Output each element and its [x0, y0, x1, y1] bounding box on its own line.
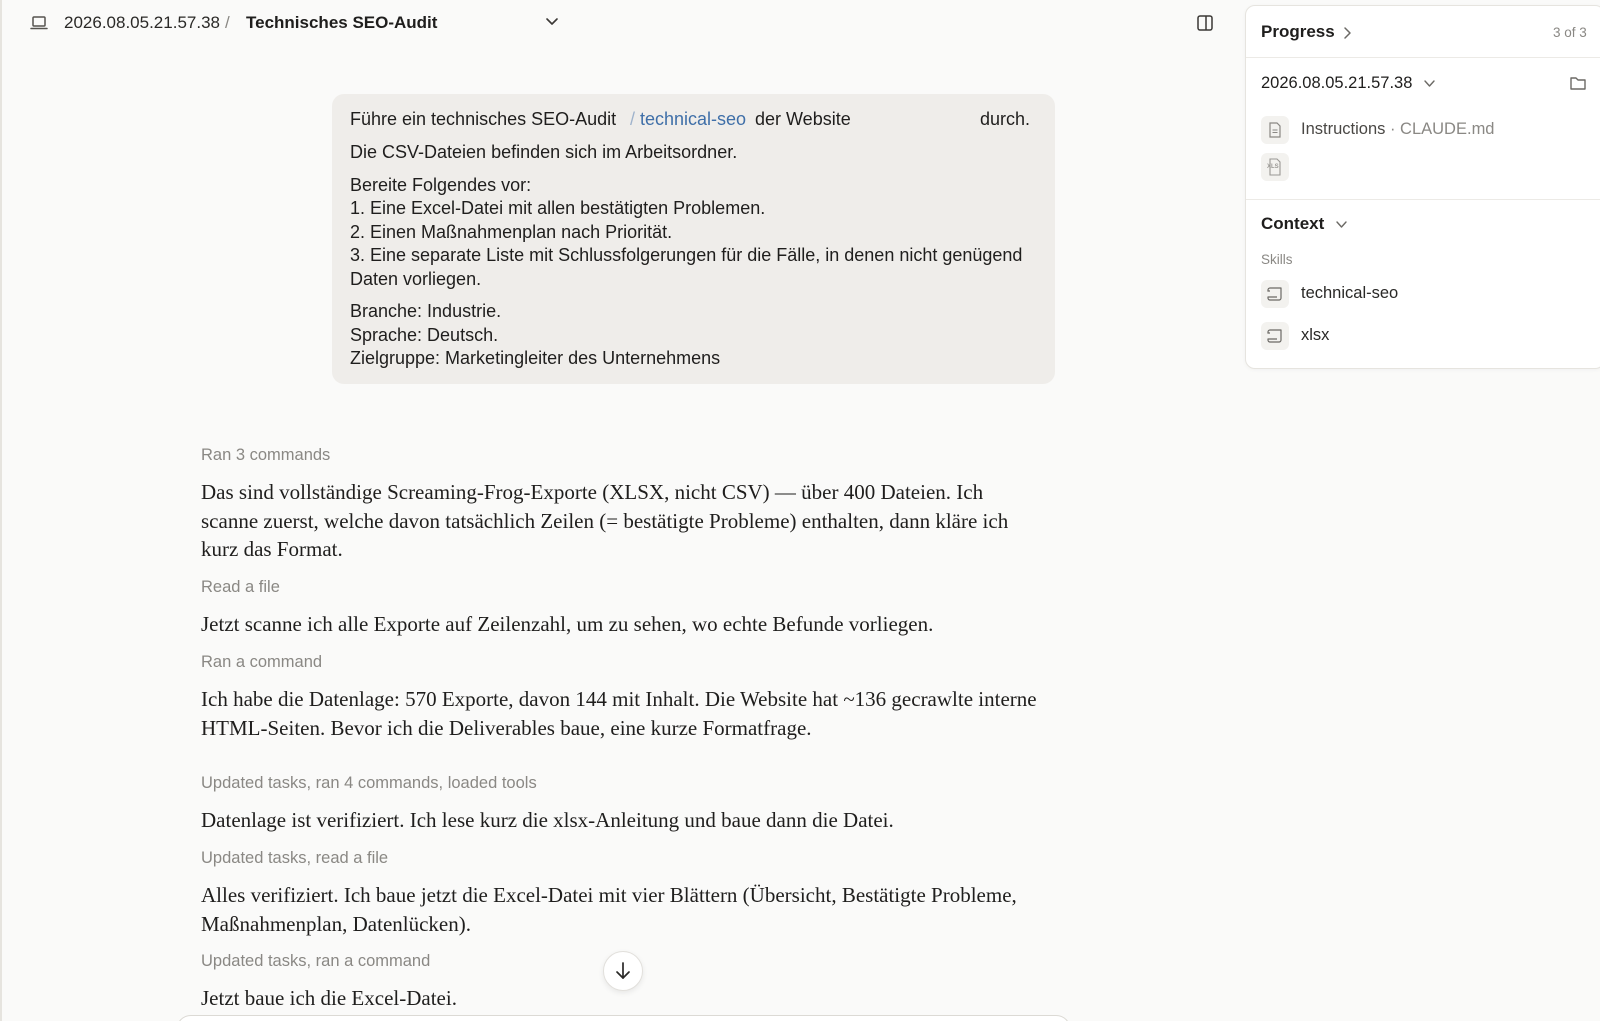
list-item: 1. Eine Excel-Datei mit allen bestätigten Problemen.: [350, 198, 766, 218]
scroll-icon: [1266, 286, 1284, 302]
message-composer[interactable]: [176, 1015, 1071, 1021]
breadcrumb-session-id[interactable]: 2026.08.05.21.57.38: [64, 13, 220, 32]
tool-summary-toggle[interactable]: Ran 3 commands: [201, 446, 331, 464]
skill-icon: [1261, 322, 1289, 350]
user-text-line: Branche: Industrie.: [350, 301, 502, 321]
skill-slash: /: [630, 109, 636, 129]
instructions-file-icon: [1261, 116, 1289, 144]
tool-summary-toggle[interactable]: Updated tasks, read a file: [201, 849, 389, 867]
assistant-paragraph: Das sind vollständige Screaming-Frog-Exporte (XLSX, nicht CSV) — über 400 Dateien. Ich scanne zuerst, welche davon tatsächlich Zeilen (= bestätigte Probleme) enthalten, dann kläre ich kurz das Format.: [201, 480, 1009, 561]
user-text-line: Die CSV-Dateien befinden sich im Arbeitsordner.: [350, 142, 738, 162]
progress-panel: [1245, 5, 1600, 369]
user-message-line1: [350, 108, 1037, 132]
instructions-separator: ·: [1385, 120, 1401, 138]
document-icon: [1268, 122, 1282, 138]
progress-title[interactable]: Progress: [1261, 22, 1335, 41]
assistant-paragraph: Ich habe die Datenlage: 570 Exporte, davon 144 mit Inhalt. Die Website hat ~136 gecrawlte interne HTML-Seiten. Bevor ich die Deliverables baue, eine kurze Formatfrage.: [201, 687, 1037, 740]
xls-badge: XLS: [1267, 164, 1279, 170]
user-message: [332, 94, 1055, 384]
breadcrumb-separator: /: [225, 13, 230, 32]
user-text-part: der Website: [755, 109, 851, 129]
tool-summary-toggle[interactable]: Updated tasks, ran 4 commands, loaded tools: [201, 774, 537, 792]
progress-count: 3 of 3: [1553, 25, 1587, 40]
user-text-line: Bereite Folgendes vor:: [350, 174, 532, 195]
chevron-down-icon[interactable]: [545, 17, 559, 27]
chevron-right-icon[interactable]: [1342, 26, 1352, 40]
folder-name[interactable]: 2026.08.05.21.57.38: [1261, 74, 1413, 92]
chevron-down-icon[interactable]: [1423, 79, 1436, 89]
scroll-icon: [1266, 328, 1284, 344]
arrow-down-icon: [614, 961, 632, 981]
left-rail: [0, 0, 2, 1021]
assistant-paragraph: Alles verifiziert. Ich baue jetzt die Excel-Datei mit vier Blättern (Übersicht, Bestätigte Probleme, Maßnahmenplan, Datenlücken).: [201, 883, 1017, 936]
user-text-line: Zielgruppe: Marketingleiter des Unternehmens: [350, 348, 721, 368]
list-item: 3. Eine separate Liste mit Schlussfolgerungen für die Fälle, in denen nicht genügend Daten vorliegen.: [350, 245, 1023, 289]
user-text-part: durch.: [980, 109, 1031, 129]
user-task-list: [350, 174, 1037, 292]
conversation-title[interactable]: Technisches SEO-Audit: [246, 13, 438, 32]
skill-link-technical-seo[interactable]: technical-seo: [640, 109, 747, 129]
assistant-paragraph: Datenlage ist verifiziert. Ich lese kurz die xlsx-Anleitung und baue dann die Datei.: [201, 808, 894, 832]
skill-icon: [1261, 280, 1289, 308]
assistant-paragraph: Jetzt baue ich die Excel-Datei.: [201, 986, 457, 1010]
list-item: 2. Einen Maßnahmenplan nach Priorität.: [350, 221, 673, 242]
assistant-paragraph: Jetzt scanne ich alle Exporte auf Zeilenzahl, um zu sehen, wo echte Befunde vorliegen.: [201, 612, 934, 636]
skill-item-technical-seo[interactable]: technical-seo: [1301, 284, 1399, 302]
top-bar: [0, 0, 1218, 46]
chevron-down-icon[interactable]: [1335, 220, 1348, 230]
folder-icon[interactable]: [1569, 75, 1587, 91]
instructions-label: Instructions: [1301, 120, 1386, 138]
tool-summary-toggle[interactable]: Ran a command: [201, 653, 323, 671]
user-parameters: [350, 300, 1037, 371]
instructions-filename: CLAUDE.md: [1400, 120, 1495, 138]
instructions-item[interactable]: [1301, 120, 1495, 139]
skills-label: Skills: [1261, 252, 1293, 267]
divider: [1246, 57, 1600, 58]
laptop-icon: [30, 15, 48, 31]
user-text-line: Sprache: Deutsch.: [350, 324, 499, 345]
xls-file-icon[interactable]: [1261, 153, 1289, 181]
scroll-to-bottom-button[interactable]: [603, 951, 643, 991]
tool-summary-toggle[interactable]: Updated tasks, ran a command: [201, 952, 431, 970]
tool-summary-toggle[interactable]: Read a file: [201, 578, 280, 596]
context-title[interactable]: Context: [1261, 214, 1325, 233]
user-text-part: Führe ein technisches SEO-Audit: [350, 109, 617, 129]
divider: [1246, 199, 1600, 200]
skill-item-xlsx[interactable]: xlsx: [1301, 326, 1330, 344]
panel-toggle-icon[interactable]: [1196, 14, 1214, 32]
